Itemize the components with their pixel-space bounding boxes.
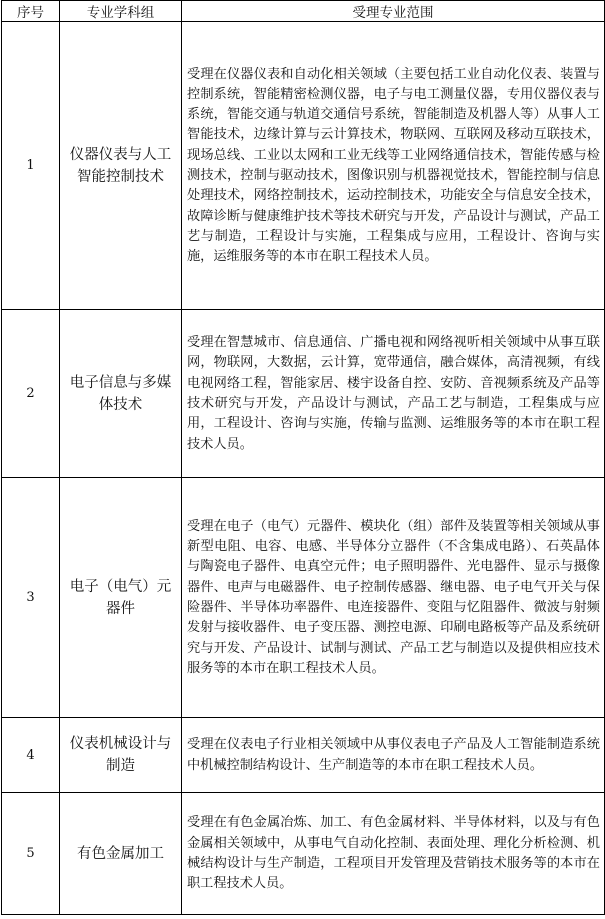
table-row bbox=[2, 718, 605, 793]
row-scope: 受理在智慧城市、信息通信、广播电视和网络视听相关领域中从事互联网，物联网，大数据，云计算，宽带通信，融合媒体，高清视频，有线电视网络工程，智能家居、楼宇设备自控、安防、音视频系统及产品等技术研究与开发，产品设计与测试，产品工艺与制造，工程集成与应用，工程设计、咨询与实施，传输与监测、运维服务等的本市在职工程技术人员。 bbox=[182, 310, 605, 478]
row-group: 仪器仪表与人工智能控制技术 bbox=[60, 22, 182, 310]
row-seq: 4 bbox=[2, 718, 60, 793]
row-seq: 5 bbox=[2, 793, 60, 915]
table-header-row bbox=[2, 1, 605, 22]
row-group: 仪表机械设计与制造 bbox=[60, 718, 182, 793]
header-seq: 序号 bbox=[2, 1, 60, 22]
row-group: 电子信息与多媒体技术 bbox=[60, 310, 182, 478]
row-group: 有色金属加工 bbox=[60, 793, 182, 915]
row-seq: 3 bbox=[2, 478, 60, 718]
header-scope: 受理专业范围 bbox=[182, 1, 605, 22]
row-group: 电子（电气）元器件 bbox=[60, 478, 182, 718]
row-seq: 1 bbox=[2, 22, 60, 310]
row-seq: 2 bbox=[2, 310, 60, 478]
table-row bbox=[2, 793, 605, 915]
row-scope: 受理在电子（电气）元器件、模块化（组）部件及装置等相关领域从事新型电阻、电容、电感、半导体分立器件（不含集成电路）、石英晶体与陶瓷电子器件、电真空元件；电子照明器件、光电器件、显示与摄像器件、电声与电磁器件、电子控制传感器、继电器、电子电气开关与保险器件、半导体功率器件、电连接器件、变阻与忆阻器件、微波与射频发射与接收器件、电子变压器、测控电源、印刷电路板等产品及系统研究与开发、产品设计、试制与测试、产品工艺与制造以及提供相应技术服务等的本市在职工程技术人员。 bbox=[182, 478, 605, 718]
header-group: 专业学科组 bbox=[60, 1, 182, 22]
table-row bbox=[2, 22, 605, 310]
row-scope: 受理在有色金属冶炼、加工、有色金属材料、半导体材料，以及与有色金属相关领域中，从事电气自动化控制、表面处理、理化分析检测、机械结构设计与生产制造，工程项目开发管理及营销技术服务等的本市在职工程技术人员。 bbox=[182, 793, 605, 915]
row-scope: 受理在仪器仪表和自动化相关领域（主要包括工业自动化仪表、装置与控制系统，智能精密检测仪器，电子与电工测量仪器，专用仪器仪表与系统，智能交通与轨道交通信号系统，智能制造及机器人等）从事人工智能技术，边缘计算与云计算技术，物联网、互联网及移动互联技术，现场总线、工业以太网和工业无线等工业网络通信技术，智能传感与检测技术，控制与驱动技术，图像识别与机器视觉技术，智能控制与信息处理技术，网络控制技术，运动控制技术，功能安全与信息安全技术，故障诊断与健康维护技术等技术研究与开发，产品设计与测试，产品工艺与制造，工程设计与实施，工程集成与应用，工程设计、咨询与实施，运维服务等的本市在职工程技术人员。 bbox=[182, 22, 605, 310]
professional-scope-table bbox=[1, 0, 605, 915]
table-row bbox=[2, 310, 605, 478]
row-scope: 受理在仪表电子行业相关领域中从事仪表电子产品及人工智能制造系统中机械控制结构设计、生产制造等的本市在职工程技术人员。 bbox=[182, 718, 605, 793]
table-row bbox=[2, 478, 605, 718]
